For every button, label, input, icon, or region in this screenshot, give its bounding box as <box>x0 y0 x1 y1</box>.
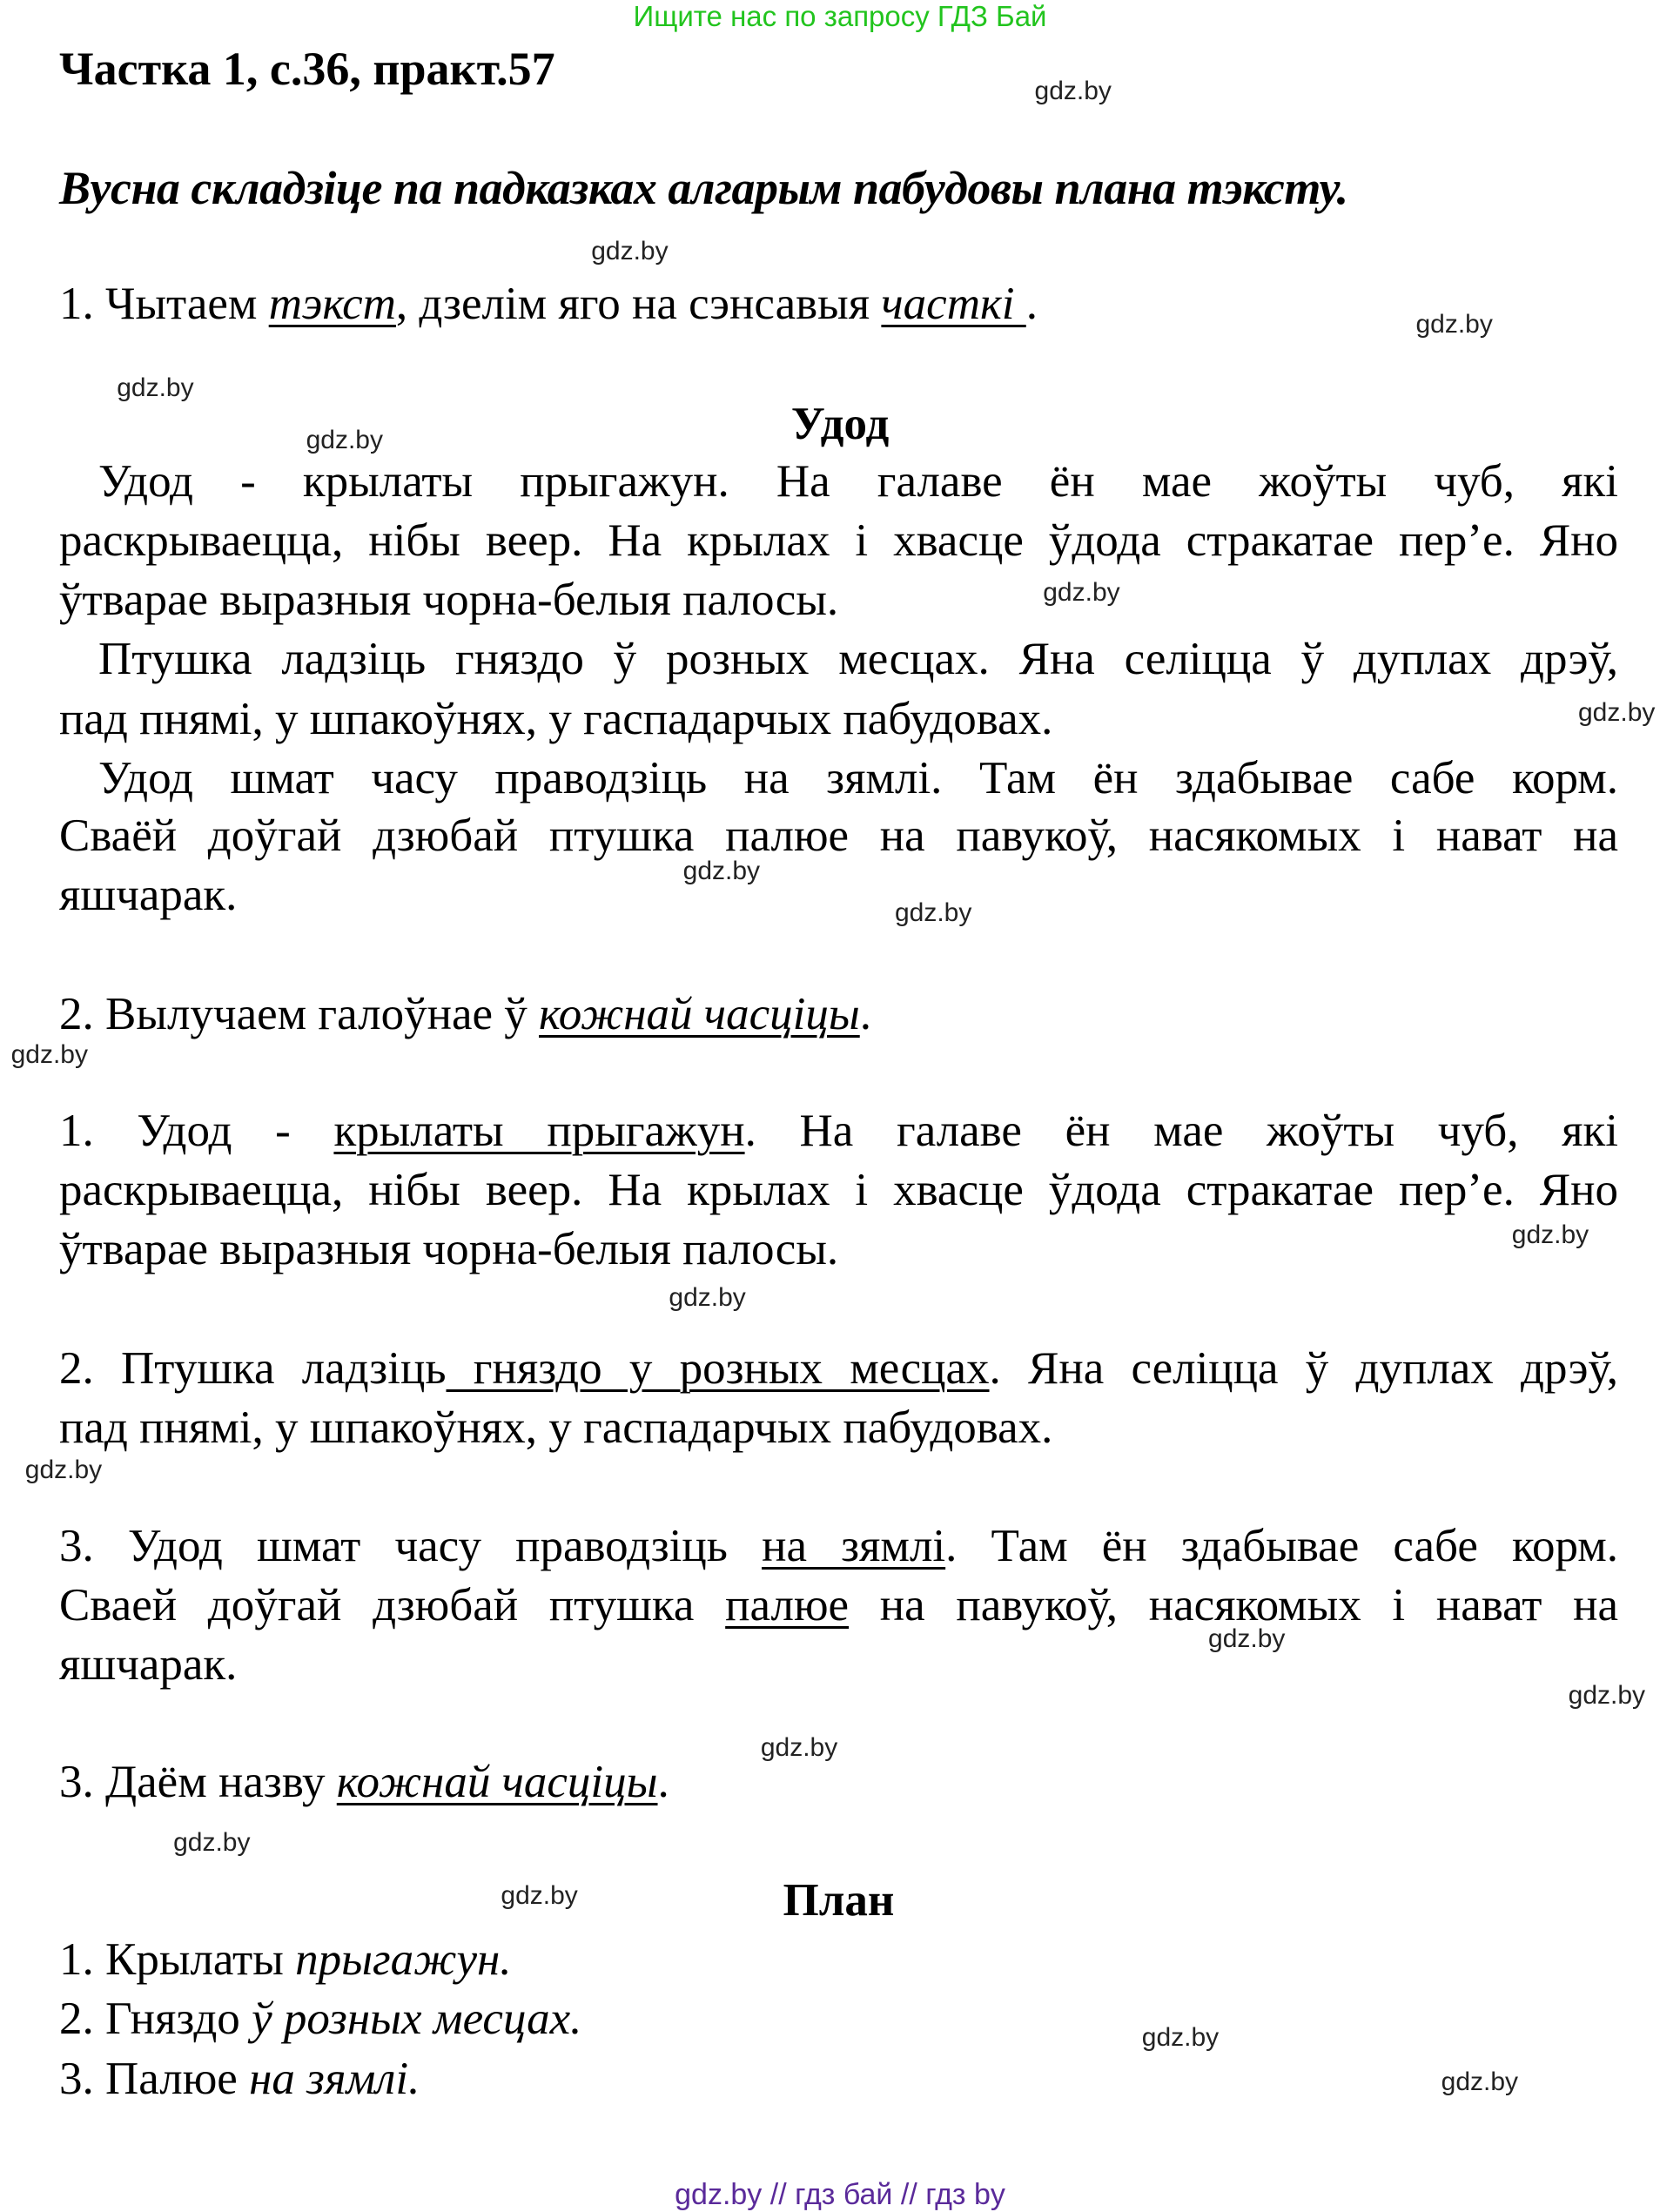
text-line <box>59 749 1618 808</box>
emphasized-text: гняздо у розных месцах <box>446 1342 990 1394</box>
watermark-text: gdz.by <box>682 856 761 885</box>
text-segment: 2. Птушка ладзіць <box>59 1342 447 1394</box>
watermark-text: gdz.by <box>1577 698 1656 728</box>
text-line <box>59 689 1618 749</box>
text-segment: Удод - крылаты прыгажун. На галаве ён мае жоўты чуб, які <box>98 456 1618 508</box>
text-segment: Птушка ладзіць гняздо ў розных месцах. Яна селіцца ў дуплах дрэў, <box>98 634 1618 685</box>
text-segment: 2. Гняздо <box>59 1993 252 2045</box>
promo-banner[interactable]: Ищите нас по запросу ГДЗ Бай <box>633 0 1047 32</box>
text-segment: Удод <box>790 398 890 449</box>
text-segment: 2. Вылучаем галоўнае ў <box>59 988 539 1039</box>
watermark-text: gdz.by <box>1141 2022 1220 2052</box>
emphasized-text: кожнай часціцы <box>539 988 860 1039</box>
text-line <box>59 570 1618 629</box>
watermark-text: gdz.by <box>306 426 383 455</box>
watermark-text: gdz.by <box>173 1827 251 1857</box>
part-2-line <box>59 1398 1618 1457</box>
text-segment: на павукоў, насякомых і нават на <box>849 1580 1618 1631</box>
part-3-line <box>59 1516 1618 1576</box>
emphasized-text: тэкст <box>268 278 396 329</box>
text-segment: Удод шмат часу праводзіць на зямлі. Там ён здабывае сабе корм. <box>98 752 1618 803</box>
watermark-text: gdz.by <box>1568 1681 1646 1711</box>
text-segment: ўтварае выразныя чорна-белыя палосы. <box>59 575 839 626</box>
step-3 <box>59 1752 1618 1812</box>
text-segment: раскрываецца, нібы веер. На крылах і хвасце ўдода стракатае пер’е. Яно <box>59 1165 1618 1216</box>
text-segment: пад пнямі, у шпакоўнях, у гаспадарчых пабудовах. <box>59 693 1053 744</box>
step-2 <box>59 985 1618 1044</box>
watermark-text: gdz.by <box>1043 578 1120 608</box>
task-instruction: Вусна складзіце па падказках алгарым пабудовы плана тэксту. <box>59 162 1348 214</box>
emphasized-text: кожнай часціцы <box>336 1756 658 1807</box>
text-segment: . <box>859 988 871 1039</box>
text-segment: ўтварае выразныя чорна-белыя палосы. <box>59 1224 839 1275</box>
text-segment: яшчарак. <box>59 870 238 921</box>
plan-item <box>59 1989 1618 2048</box>
text-segment: План <box>783 1875 895 1926</box>
text-segment: Сваей доўгай дзюбай птушка <box>59 1580 726 1631</box>
text-line <box>59 806 1618 865</box>
part-3-line <box>59 1576 1618 1635</box>
emphasized-text: на зямлі <box>762 1521 946 1572</box>
emphasized-text: прыгажун. <box>295 1934 512 1986</box>
watermark-text: gdz.by <box>24 1455 103 1484</box>
text-segment: . Яна селіцца ў дуплах дрэў, <box>989 1342 1618 1394</box>
part-1-line <box>59 1160 1618 1220</box>
text-line <box>59 452 1618 511</box>
text-segment: 3. Даём назву <box>59 1756 337 1807</box>
text-segment: 3. Удод шмат часу праводзіць <box>59 1521 763 1572</box>
text-segment: 1. Крылаты <box>59 1934 296 1986</box>
watermark-text: gdz.by <box>10 1039 88 1069</box>
part-2-line <box>59 1339 1618 1398</box>
watermark-text: gdz.by <box>591 236 669 266</box>
text-segment: , дзелім яго на сэнсавыя <box>395 278 882 329</box>
footer-links[interactable]: gdz.by // гдз бай // гдз by <box>675 2178 1005 2211</box>
watermark-text: gdz.by <box>1441 2067 1519 2097</box>
text-heading <box>0 394 1680 454</box>
text-segment: 1. Чытаем <box>59 278 269 329</box>
text-segment: раскрываецца, нібы веер. На крылах і хвасце ўдода стракатае пер’е. Яно <box>59 515 1618 567</box>
emphasized-text: палюе <box>725 1580 850 1631</box>
part-1-line <box>59 1220 1618 1279</box>
watermark-text: gdz.by <box>760 1733 838 1763</box>
plan-item <box>59 1930 1618 1989</box>
watermark-text: gdz.by <box>1208 1624 1286 1654</box>
text-segment: . Там ён здабывае сабе корм. <box>945 1521 1619 1572</box>
watermark-text: gdz.by <box>117 373 194 403</box>
text-segment: 1. Удод - <box>59 1106 334 1157</box>
emphasized-text: часткі <box>881 278 1026 329</box>
watermark-text: gdz.by <box>894 898 972 928</box>
step-1 <box>59 274 1618 333</box>
emphasized-text: крылаты прыгажун <box>333 1106 745 1157</box>
text-segment: яшчарак. <box>59 1639 238 1691</box>
part-1-line <box>59 1101 1618 1160</box>
text-line <box>59 865 1618 924</box>
page-title: Частка 1, с.36, практ.57 <box>59 43 555 95</box>
watermark-text: gdz.by <box>1034 77 1112 106</box>
part-3-line <box>59 1635 1618 1694</box>
text-segment: Сваёй доўгай дзюбай птушка палюе на павукоў, насякомых і нават на <box>59 810 1618 862</box>
watermark-text: gdz.by <box>669 1282 746 1312</box>
text-segment: . На галаве ён мае жоўты чуб, які <box>744 1106 1618 1157</box>
text-line <box>59 511 1618 570</box>
text-segment: . <box>1025 278 1038 329</box>
plan-heading <box>0 1871 1678 1930</box>
text-line <box>59 629 1618 689</box>
watermark-text: gdz.by <box>1511 1220 1589 1250</box>
emphasized-text: ў розных месцах. <box>252 1993 582 2045</box>
watermark-text: gdz.by <box>1415 310 1493 340</box>
emphasized-text: на зямлі. <box>249 2053 420 2104</box>
text-segment: . <box>657 1756 669 1807</box>
text-segment: пад пнямі, у шпакоўнях, у гаспадарчых пабудовах. <box>59 1402 1053 1453</box>
plan-item <box>59 2049 1618 2108</box>
watermark-text: gdz.by <box>501 1881 578 1911</box>
text-segment: 3. Палюе <box>59 2053 250 2104</box>
